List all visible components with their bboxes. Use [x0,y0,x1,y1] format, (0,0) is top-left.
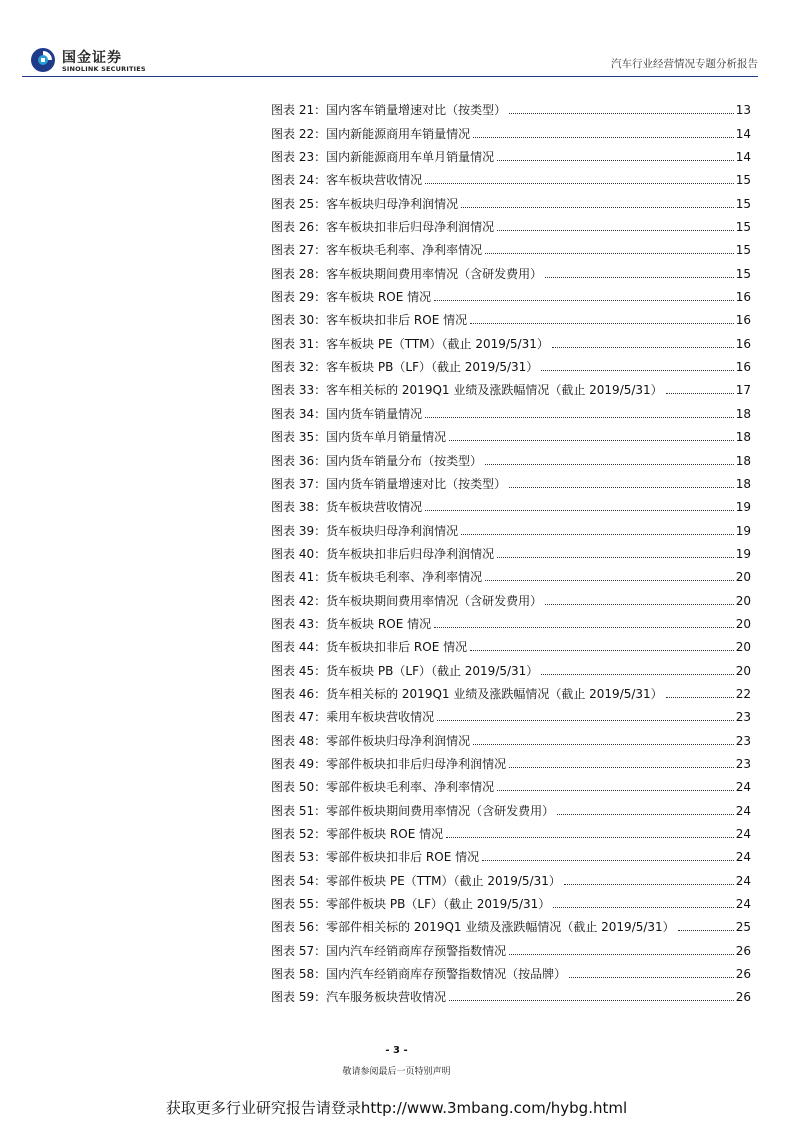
toc-entry[interactable] [271,444,751,467]
header-divider [22,76,758,77]
toc-entry-page: 24 [735,780,751,795]
toc-entry[interactable] [271,818,751,841]
toc-entry-label: 图表 50： [271,780,327,795]
toc-entry[interactable] [271,211,751,234]
toc-entry-page: 23 [735,710,751,725]
toc-entry-page: 20 [735,663,751,678]
logo-chinese-name: 国金证券 [62,50,122,66]
toc-entry-page: 18 [735,453,751,468]
toc-dot-leader [509,954,734,955]
toc-dot-leader [434,627,734,628]
toc-entry-page: 24 [735,803,751,818]
toc-entry-page: 22 [735,686,751,701]
toc-entry-page: 20 [735,570,751,585]
toc-entry[interactable] [271,584,751,607]
toc-entry-label: 图表 34： [271,406,327,421]
toc-entry-title: 零部件板块期间费用率情况（含研发费用） [326,803,555,818]
toc-dot-leader [425,417,734,418]
toc-entry[interactable] [271,911,751,934]
promo-link-text: 获取更多行业研究报告请登录http://www.3mbang.com/hybg.html [165,1099,628,1117]
toc-entry-title: 货车板块归母净利润情况 [326,523,459,538]
toc-dot-leader [569,977,734,978]
toc-dot-leader [553,907,733,908]
toc-entry-page: 13 [735,103,751,118]
toc-entry[interactable] [271,304,751,327]
toc-entry-label: 图表 51： [271,803,327,818]
toc-dot-leader [434,300,734,301]
toc-dot-leader [449,1000,734,1001]
toc-entry-label: 图表 47： [271,710,327,725]
toc-entry[interactable] [271,141,751,164]
toc-entry[interactable] [271,117,751,140]
toc-entry-label: 图表 48： [271,733,327,748]
toc-entry-label: 图表 43： [271,616,327,631]
toc-entry-title: 货车板块营收情况 [326,500,423,515]
toc-entry-label: 图表 25： [271,196,327,211]
toc-dot-leader [564,884,734,885]
toc-dot-leader [509,487,734,488]
toc-entry-page: 24 [735,827,751,841]
toc-entry-title: 汽车服务板块营收情况 [326,990,447,1005]
toc-entry-page: 26 [735,990,751,1005]
toc-entry-title: 客车相关标的 2019Q1 业绩及涨跌幅情况（截止 2019/5/31） [326,383,663,398]
toc-entry-title: 货车板块扣非后 ROE 情况 [326,640,468,655]
toc-entry[interactable] [271,514,751,537]
toc-entry[interactable] [271,981,751,1004]
toc-entry-title: 客车板块归母净利润情况 [326,196,459,211]
toc-entry-page: 20 [735,640,751,655]
toc-entry-title: 国内货车单月销量情况 [326,430,447,445]
toc-entry-title: 乘用车板块营收情况 [326,710,435,725]
toc-entry-label: 图表 28： [271,266,327,281]
toc-dot-leader [446,837,734,838]
toc-entry-label: 图表 55： [271,897,327,912]
toc-dot-leader [437,720,734,721]
toc-dot-leader [425,510,734,511]
figure-list [271,94,751,1004]
toc-entry-label: 图表 45： [271,663,327,678]
toc-entry[interactable] [271,561,751,584]
toc-entry[interactable] [271,397,751,420]
toc-entry-page: 25 [735,920,751,935]
toc-dot-leader [678,930,734,931]
toc-entry-title: 零部件板块归母净利润情况 [326,733,471,748]
toc-entry-page: 16 [735,290,751,305]
page-number: - 3 - [385,1045,408,1056]
page-header [22,44,758,76]
toc-entry[interactable] [271,421,751,444]
toc-dot-leader [509,113,734,114]
toc-entry-label: 图表 46： [271,686,327,701]
toc-entry-page: 20 [735,593,751,608]
toc-entry-page: 15 [735,220,751,235]
toc-entry[interactable] [271,164,751,187]
toc-entry-label: 图表 57： [271,943,327,958]
toc-dot-leader [470,323,734,324]
toc-entry[interactable] [271,888,751,911]
toc-dot-leader [541,674,733,675]
toc-entry-label: 图表 37： [271,476,327,491]
toc-entry[interactable] [271,701,751,724]
toc-entry-label: 图表 32： [271,360,327,375]
toc-entry[interactable] [271,491,751,514]
toc-entry[interactable] [271,187,751,210]
toc-entry-title: 零部件板块毛利率、净利率情况 [326,780,495,795]
toc-entry-label: 图表 44： [271,640,327,655]
toc-entry[interactable] [271,234,751,257]
toc-entry-title: 货车板块毛利率、净利率情况 [326,570,483,585]
toc-entry-page: 16 [735,313,751,328]
disclaimer-note: 敬请参阅最后一页特别声明 [342,1067,451,1077]
toc-entry-page: 15 [735,173,751,188]
toc-entry-label: 图表 53： [271,850,327,865]
toc-dot-leader [485,464,734,465]
toc-dot-leader [482,860,734,861]
toc-entry-label: 图表 42： [271,593,327,608]
toc-entry-title: 货车相关标的 2019Q1 业绩及涨跌幅情况（截止 2019/5/31） [326,686,663,701]
toc-dot-leader [541,370,733,371]
toc-dot-leader [666,393,734,394]
toc-entry[interactable] [271,934,751,957]
toc-dot-leader [473,744,734,745]
toc-entry-page: 18 [735,476,751,491]
toc-entry-page: 24 [735,897,751,912]
toc-entry-title: 国内货车销量增速对比（按类型） [326,476,507,491]
toc-entry-title: 国内客车销量增速对比（按类型） [326,103,507,118]
toc-entry-label: 图表 36： [271,453,327,468]
toc-entry-page: 14 [735,150,751,165]
toc-entry-page: 15 [735,196,751,211]
toc-entry-label: 图表 54： [271,873,327,888]
toc-dot-leader [425,183,734,184]
report-title: 汽车行业经营情况专题分析报告 [611,58,758,70]
sinolink-logo-icon [30,47,56,73]
toc-entry-title: 客车板块扣非后归母净利润情况 [326,220,495,235]
toc-entry[interactable] [271,608,751,631]
toc-entry-title: 客车板块期间费用率情况（含研发费用） [326,266,543,281]
toc-entry-label: 图表 49： [271,756,327,771]
toc-entry-page: 19 [735,500,751,515]
toc-dot-leader [449,440,734,441]
toc-entry-label: 图表 40： [271,546,327,561]
toc-dot-leader [473,137,734,138]
toc-entry-page: 20 [735,616,751,631]
toc-entry[interactable] [271,94,751,117]
toc-entry[interactable] [271,631,751,654]
toc-entry[interactable] [271,958,751,981]
toc-entry-title: 客车板块 PB（LF）（截止 2019/5/31） [326,360,539,375]
toc-entry-title: 国内汽车经销商库存预警指数情况（按品牌） [326,967,567,982]
toc-entry[interactable] [271,794,751,817]
toc-entry[interactable] [271,327,751,350]
toc-dot-leader [509,767,734,768]
toc-dot-leader [497,790,734,791]
toc-entry-page: 24 [735,850,751,865]
toc-entry-title: 货车板块扣非后归母净利润情况 [326,546,495,561]
toc-dot-leader [461,207,734,208]
toc-entry-title: 零部件板块扣非后归母净利润情况 [326,756,507,771]
toc-entry[interactable] [271,538,751,561]
toc-entry-label: 图表 52： [271,827,327,841]
toc-entry-title: 货车板块期间费用率情况（含研发费用） [326,593,543,608]
toc-dot-leader [497,230,734,231]
toc-entry-label: 图表 38： [271,500,327,515]
toc-entry-page: 26 [735,967,751,982]
toc-entry[interactable] [271,468,751,491]
toc-entry[interactable] [271,374,751,397]
toc-entry-title: 零部件板块 ROE 情况 [326,827,444,841]
toc-entry[interactable] [271,281,751,304]
toc-entry-page: 23 [735,733,751,748]
toc-entry-page: 18 [735,406,751,421]
toc-entry[interactable] [271,678,751,701]
toc-entry-label: 图表 33： [271,383,327,398]
toc-entry-title: 货车板块 ROE 情况 [326,616,432,631]
toc-entry-title: 客车板块 PE（TTM）（截止 2019/5/31） [326,336,549,351]
toc-entry-title: 客车板块营收情况 [326,173,423,188]
toc-entry-title: 零部件板块 PE（TTM）（截止 2019/5/31） [326,873,561,888]
toc-entry-title: 客车板块毛利率、净利率情况 [326,243,483,258]
toc-entry-title: 客车板块 ROE 情况 [326,290,432,305]
toc-entry-label: 图表 56： [271,920,327,935]
toc-entry-title: 国内汽车经销商库存预警指数情况 [326,943,507,958]
toc-dot-leader [557,814,734,815]
toc-dot-leader [485,580,734,581]
toc-entry-page: 19 [735,546,751,561]
toc-entry-label: 图表 30： [271,313,327,328]
toc-entry-label: 图表 26： [271,220,327,235]
toc-entry-label: 图表 27： [271,243,327,258]
toc-entry[interactable] [271,841,751,864]
toc-dot-leader [552,347,734,348]
toc-entry-title: 货车板块 PB（LF）（截止 2019/5/31） [326,663,539,678]
toc-entry-page: 16 [735,360,751,375]
toc-entry-label: 图表 31： [271,336,327,351]
sinolink-logo [30,47,170,77]
toc-entry-title: 国内新能源商用车销量情况 [326,126,471,141]
toc-entry-page: 19 [735,523,751,538]
toc-dot-leader [666,697,734,698]
toc-entry-page: 15 [735,243,751,258]
toc-entry[interactable] [271,351,751,374]
toc-entry-label: 图表 23： [271,150,327,165]
toc-entry-label: 图表 29： [271,290,327,305]
toc-entry-page: 24 [735,873,751,888]
toc-entry-label: 图表 22： [271,126,327,141]
toc-dot-leader [461,534,734,535]
toc-entry-page: 17 [735,383,751,398]
toc-entry-page: 16 [735,336,751,351]
toc-entry-page: 26 [735,943,751,958]
toc-entry[interactable] [271,257,751,280]
toc-dot-leader [485,253,734,254]
toc-entry-title: 零部件相关标的 2019Q1 业绩及涨跌幅情况（截止 2019/5/31） [326,920,675,935]
toc-entry-title: 零部件板块扣非后 ROE 情况 [326,850,480,865]
toc-entry[interactable] [271,864,751,887]
toc-dot-leader [497,160,734,161]
toc-entry-label: 图表 35： [271,430,327,445]
toc-entry-label: 图表 41： [271,570,327,585]
toc-entry-label: 图表 59： [271,990,327,1005]
toc-entry-title: 零部件板块 PB（LF）（截止 2019/5/31） [326,897,551,912]
toc-entry-page: 15 [735,266,751,281]
toc-entry[interactable] [271,654,751,677]
toc-entry[interactable] [271,748,751,771]
toc-entry-title: 国内货车销量分布（按类型） [326,453,483,468]
toc-entry-label: 图表 58： [271,967,327,982]
toc-entry-page: 23 [735,756,751,771]
toc-entry-page: 18 [735,430,751,445]
toc-entry-label: 图表 39： [271,523,327,538]
toc-entry-title: 国内货车销量情况 [326,406,423,421]
toc-entry-page: 14 [735,126,751,141]
toc-dot-leader [470,650,734,651]
toc-entry[interactable] [271,724,751,747]
toc-entry-label: 图表 21： [271,103,327,118]
toc-entry-title: 客车板块扣非后 ROE 情况 [326,313,468,328]
toc-dot-leader [545,277,734,278]
logo-english-name: SINOLINK SECURITIES [62,65,146,73]
toc-entry[interactable] [271,771,751,794]
toc-dot-leader [545,604,734,605]
toc-entry-title: 国内新能源商用车单月销量情况 [326,150,495,165]
toc-dot-leader [497,557,734,558]
toc-entry-label: 图表 24： [271,173,327,188]
